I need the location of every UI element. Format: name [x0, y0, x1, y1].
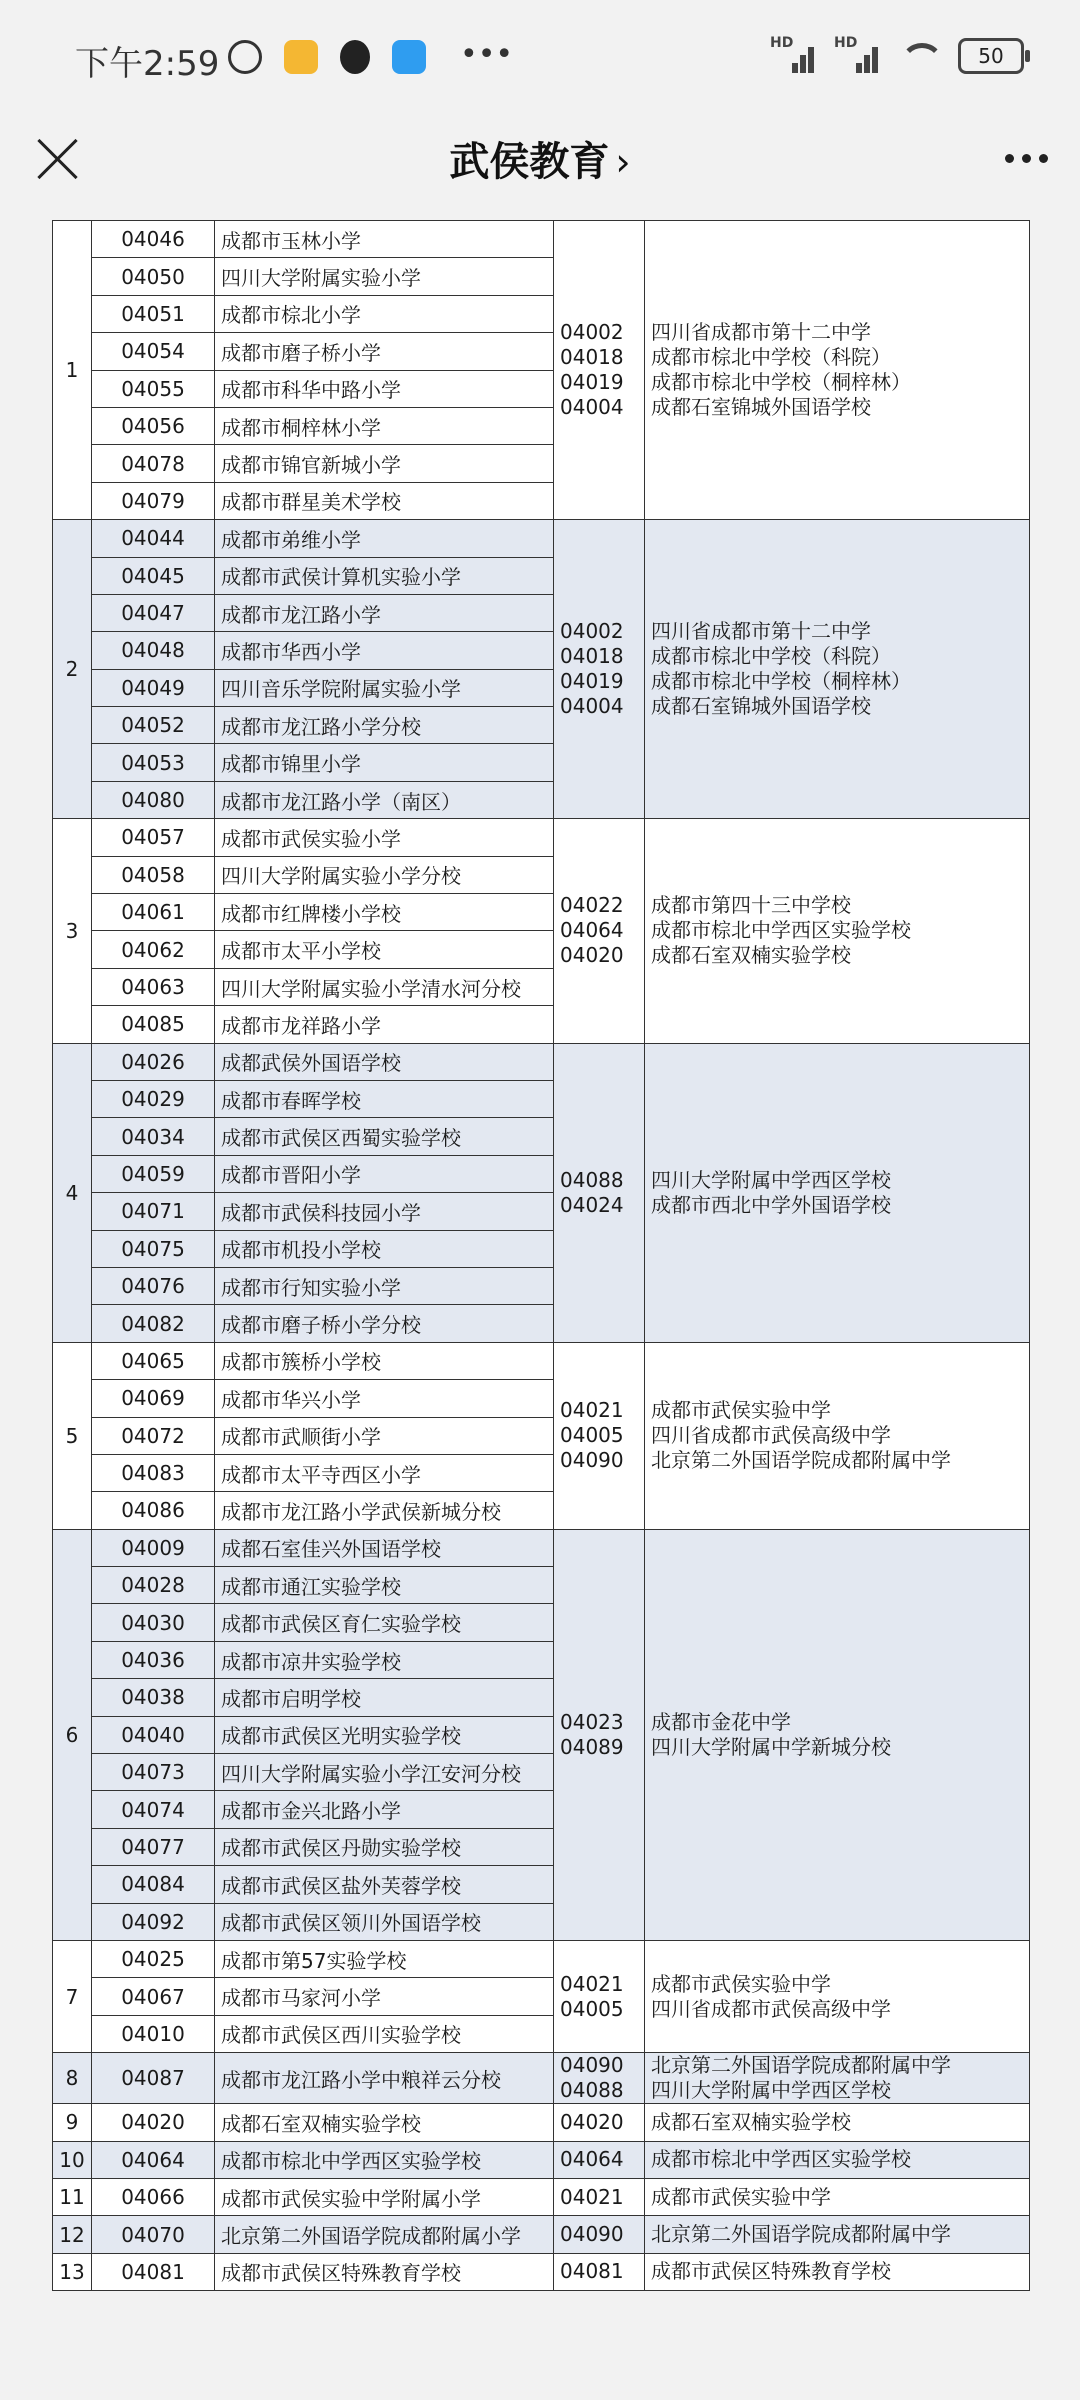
primary-school-code: 04054	[92, 333, 215, 370]
primary-school-code: 04067	[92, 1978, 215, 2015]
middle-school-code: 04064	[560, 918, 624, 943]
primary-school-name: 成都市太平小学校	[215, 931, 554, 968]
more-options-icon[interactable]	[1005, 154, 1048, 163]
primary-school-code: 04040	[92, 1716, 215, 1753]
middle-school-code: 04090	[560, 2053, 624, 2078]
status-time: 下午2:59	[75, 44, 220, 84]
primary-school-code: 04082	[92, 1305, 215, 1342]
note-app-icon	[284, 40, 318, 74]
primary-school-name: 成都市锦官新城小学	[215, 445, 554, 482]
primary-school-code: 04009	[92, 1529, 215, 1566]
primary-school-name: 成都市棕北小学	[215, 295, 554, 332]
group-number: 4	[53, 1043, 92, 1342]
middle-school-name: 四川省成都市第十二中学	[651, 320, 871, 345]
battery-icon: 50	[958, 38, 1024, 74]
primary-school-name: 成都市锦里小学	[215, 744, 554, 781]
assignment-table	[52, 220, 1030, 2291]
primary-school-code: 04029	[92, 1080, 215, 1117]
middle-school-name: 成都市棕北中学校（科院）	[651, 345, 891, 370]
middle-school-code: 04088	[560, 1167, 624, 1192]
primary-school-code: 04083	[92, 1454, 215, 1491]
table-row	[53, 819, 1030, 856]
primary-school-name: 成都市弟维小学	[215, 520, 554, 557]
primary-school-code: 04087	[92, 2053, 215, 2104]
middle-school-code: 04019	[560, 669, 624, 694]
primary-school-code: 04092	[92, 1903, 215, 1940]
primary-school-name: 成都市武侯区特殊教育学校	[215, 2253, 554, 2290]
status-bar	[0, 0, 1080, 118]
middle-school-code: 04020	[560, 2109, 624, 2134]
table-row	[53, 2178, 1030, 2215]
primary-school-code: 04055	[92, 370, 215, 407]
primary-school-name: 四川音乐学院附属实验小学	[215, 669, 554, 706]
primary-school-name: 成都市武侯区领川外国语学校	[215, 1903, 554, 1940]
primary-school-name: 成都市桐梓林小学	[215, 407, 554, 444]
primary-school-name: 成都市龙江路小学中粮祥云分校	[215, 2053, 554, 2104]
middle-school-name: 四川省成都市武侯高级中学	[651, 1996, 891, 2021]
primary-school-name: 成都市春晖学校	[215, 1080, 554, 1117]
primary-school-name: 成都市行知实验小学	[215, 1267, 554, 1304]
primary-school-name: 成都市金兴北路小学	[215, 1791, 554, 1828]
primary-school-code: 04051	[92, 295, 215, 332]
middle-school-code: 04005	[560, 1996, 624, 2021]
primary-school-name: 成都石室佳兴外国语学校	[215, 1529, 554, 1566]
middle-school-code: 04019	[560, 370, 624, 395]
middle-school-names	[645, 2053, 1030, 2104]
primary-school-name: 成都市武侯区丹勋实验学校	[215, 1828, 554, 1865]
middle-school-codes	[554, 2253, 645, 2290]
middle-school-name: 成都石室锦城外国语学校	[651, 395, 871, 420]
middle-school-names	[645, 2216, 1030, 2253]
group-number: 2	[53, 520, 92, 819]
middle-school-code: 04018	[560, 644, 624, 669]
primary-school-name: 成都市龙江路小学（南区）	[215, 781, 554, 818]
primary-school-name: 成都市武侯实验中学附属小学	[215, 2178, 554, 2215]
primary-school-name: 成都市玉林小学	[215, 221, 554, 258]
middle-school-name: 四川省成都市武侯高级中学	[651, 1423, 891, 1448]
primary-school-code: 04045	[92, 557, 215, 594]
primary-school-code: 04080	[92, 781, 215, 818]
middle-school-code: 04023	[560, 1709, 624, 1734]
qq-icon	[340, 40, 370, 74]
middle-school-code: 04020	[560, 943, 624, 968]
primary-school-code: 04030	[92, 1604, 215, 1641]
middle-school-name: 成都市棕北中学校（桐梓林）	[651, 370, 911, 395]
group-number: 10	[53, 2141, 92, 2178]
primary-school-code: 04025	[92, 1940, 215, 1977]
primary-school-name: 成都市武侯区盐外芙蓉学校	[215, 1866, 554, 1903]
middle-school-name: 成都市武侯区特殊教育学校	[651, 2259, 891, 2284]
primary-school-code: 04072	[92, 1417, 215, 1454]
primary-school-name: 成都市武侯区育仁实验学校	[215, 1604, 554, 1641]
middle-school-name: 北京第二外国语学院成都附属中学	[651, 1448, 951, 1473]
middle-school-codes	[554, 1940, 645, 2052]
primary-school-code: 04020	[92, 2104, 215, 2141]
middle-school-code: 04021	[560, 1398, 624, 1423]
primary-school-name: 成都市华兴小学	[215, 1380, 554, 1417]
table-row	[53, 2141, 1030, 2178]
primary-school-name: 成都市第57实验学校	[215, 1940, 554, 1977]
primary-school-code: 04038	[92, 1679, 215, 1716]
middle-school-name: 北京第二外国语学院成都附属中学	[651, 2222, 951, 2246]
middle-school-names	[645, 2104, 1030, 2141]
table-row	[53, 2104, 1030, 2141]
primary-school-code: 04079	[92, 482, 215, 519]
middle-school-code: 04064	[560, 2147, 624, 2172]
middle-school-names	[645, 1529, 1030, 1940]
primary-school-name: 四川大学附属实验小学江安河分校	[215, 1754, 554, 1791]
primary-school-name: 成都市龙祥路小学	[215, 1006, 554, 1043]
notification-icons	[228, 37, 514, 74]
middle-school-name: 四川大学附属中学西区学校	[651, 2078, 891, 2103]
primary-school-name: 四川大学附属实验小学分校	[215, 856, 554, 893]
primary-school-name: 四川大学附属实验小学	[215, 258, 554, 295]
primary-school-name: 成都市太平寺西区小学	[215, 1454, 554, 1491]
table-row	[53, 221, 1030, 258]
middle-school-name: 北京第二外国语学院成都附属中学	[651, 2053, 951, 2078]
primary-school-name: 成都石室双楠实验学校	[215, 2104, 554, 2141]
middle-school-names	[645, 2141, 1030, 2178]
middle-school-name: 成都市武侯实验中学	[651, 1971, 831, 1996]
primary-school-code: 04056	[92, 407, 215, 444]
group-number: 3	[53, 819, 92, 1043]
school-district-table	[52, 220, 1030, 2291]
primary-school-name: 北京第二外国语学院成都附属小学	[215, 2216, 554, 2253]
primary-school-name: 四川大学附属实验小学清水河分校	[215, 968, 554, 1005]
middle-school-names	[645, 1940, 1030, 2052]
primary-school-name: 成都市龙江路小学	[215, 594, 554, 631]
table-row	[53, 520, 1030, 557]
primary-school-code: 04071	[92, 1193, 215, 1230]
more-notifications-icon: •••	[460, 37, 514, 72]
primary-school-code: 04057	[92, 819, 215, 856]
primary-school-code: 04076	[92, 1267, 215, 1304]
primary-school-code: 04049	[92, 669, 215, 706]
middle-school-name: 成都市金花中学	[651, 1709, 791, 1734]
middle-school-names	[645, 2253, 1030, 2290]
table-row	[53, 2053, 1030, 2104]
primary-school-name: 成都市红牌楼小学校	[215, 894, 554, 931]
middle-school-codes	[554, 2216, 645, 2253]
middle-school-name: 成都石室锦城外国语学校	[651, 694, 871, 719]
middle-school-name: 成都石室双楠实验学校	[651, 943, 851, 968]
table-row	[53, 1940, 1030, 1977]
middle-school-names	[645, 1342, 1030, 1529]
primary-school-name: 成都市武侯区西蜀实验学校	[215, 1118, 554, 1155]
table-row	[53, 1529, 1030, 1566]
middle-school-codes	[554, 2141, 645, 2178]
signal-hd-icon-2: HD	[834, 39, 880, 73]
middle-school-name: 成都市棕北中学西区实验学校	[651, 2147, 911, 2172]
primary-school-name: 成都市科华中路小学	[215, 370, 554, 407]
middle-school-codes	[554, 2178, 645, 2215]
primary-school-code: 04062	[92, 931, 215, 968]
primary-school-name: 成都市簇桥小学校	[215, 1342, 554, 1379]
middle-school-name: 成都石室双楠实验学校	[651, 2109, 851, 2134]
middle-school-names	[645, 1043, 1030, 1342]
primary-school-name: 成都市马家河小学	[215, 1978, 554, 2015]
table-row	[53, 1342, 1030, 1379]
primary-school-name: 成都市群星美术学校	[215, 482, 554, 519]
primary-school-code: 04065	[92, 1342, 215, 1379]
group-number: 13	[53, 2253, 92, 2290]
primary-school-code: 04073	[92, 1754, 215, 1791]
middle-school-name: 四川大学附属中学西区学校	[651, 1167, 891, 1192]
middle-school-codes	[554, 1043, 645, 1342]
middle-school-name: 成都市武侯实验中学	[651, 1398, 831, 1423]
middle-school-code: 04090	[560, 2222, 624, 2246]
middle-school-code: 04004	[560, 395, 624, 420]
middle-school-names	[645, 819, 1030, 1043]
middle-school-code: 04005	[560, 1423, 624, 1448]
primary-school-code: 04047	[92, 594, 215, 631]
middle-school-name: 四川大学附属中学新城分校	[651, 1734, 891, 1759]
page-title-text: 武侯教育	[449, 139, 610, 185]
primary-school-code: 04058	[92, 856, 215, 893]
middle-school-code: 04090	[560, 1448, 624, 1473]
primary-school-name: 成都市武侯计算机实验小学	[215, 557, 554, 594]
primary-school-code: 04036	[92, 1641, 215, 1678]
middle-school-code: 04002	[560, 320, 624, 345]
group-number: 9	[53, 2104, 92, 2141]
primary-school-code: 04069	[92, 1380, 215, 1417]
primary-school-code: 04084	[92, 1866, 215, 1903]
middle-school-name: 成都市棕北中学校（科院）	[651, 644, 891, 669]
group-number: 11	[53, 2178, 92, 2215]
primary-school-name: 成都市磨子桥小学分校	[215, 1305, 554, 1342]
primary-school-name: 成都市武侯区西川实验学校	[215, 2015, 554, 2052]
system-indicators	[770, 35, 1024, 74]
table-row	[53, 2253, 1030, 2290]
primary-school-code: 04064	[92, 2141, 215, 2178]
primary-school-name: 成都市龙江路小学武侯新城分校	[215, 1492, 554, 1529]
primary-school-code: 04086	[92, 1492, 215, 1529]
primary-school-name: 成都市磨子桥小学	[215, 333, 554, 370]
middle-school-code: 04002	[560, 619, 624, 644]
nav-header	[0, 118, 1080, 220]
middle-school-code: 04081	[560, 2259, 624, 2284]
chevron-right-icon: ›	[615, 140, 631, 184]
primary-school-code: 04085	[92, 1006, 215, 1043]
primary-school-code: 04078	[92, 445, 215, 482]
primary-school-name: 成都市通江实验学校	[215, 1567, 554, 1604]
middle-school-name: 成都市第四十三中学校	[651, 893, 851, 918]
primary-school-code: 04026	[92, 1043, 215, 1080]
primary-school-code: 04034	[92, 1118, 215, 1155]
middle-school-code: 04018	[560, 345, 624, 370]
primary-school-code: 04077	[92, 1828, 215, 1865]
group-number: 7	[53, 1940, 92, 2052]
middle-school-code: 04088	[560, 2078, 624, 2103]
message-app-icon	[392, 40, 426, 74]
middle-school-codes	[554, 1342, 645, 1529]
middle-school-codes	[554, 1529, 645, 1940]
group-number: 12	[53, 2216, 92, 2253]
primary-school-code: 04053	[92, 744, 215, 781]
middle-school-name: 成都市武侯实验中学	[651, 2184, 831, 2209]
primary-school-name: 成都武侯外国语学校	[215, 1043, 554, 1080]
page-title[interactable]	[0, 130, 1080, 187]
primary-school-name: 成都市龙江路小学分校	[215, 707, 554, 744]
alarm-icon	[228, 40, 262, 74]
middle-school-codes	[554, 819, 645, 1043]
middle-school-code: 04089	[560, 1734, 624, 1759]
primary-school-code: 04059	[92, 1155, 215, 1192]
primary-school-name: 成都市武侯区光明实验学校	[215, 1716, 554, 1753]
primary-school-name: 成都市武顺街小学	[215, 1417, 554, 1454]
primary-school-code: 04052	[92, 707, 215, 744]
primary-school-code: 04048	[92, 632, 215, 669]
primary-school-name: 成都市启明学校	[215, 1679, 554, 1716]
primary-school-code: 04081	[92, 2253, 215, 2290]
primary-school-code: 04075	[92, 1230, 215, 1267]
group-number: 8	[53, 2053, 92, 2104]
middle-school-codes	[554, 520, 645, 819]
primary-school-name: 成都市凉井实验学校	[215, 1641, 554, 1678]
middle-school-codes	[554, 2104, 645, 2141]
primary-school-code: 04046	[92, 221, 215, 258]
table-row	[53, 2216, 1030, 2253]
primary-school-name: 成都市晋阳小学	[215, 1155, 554, 1192]
middle-school-names	[645, 221, 1030, 520]
primary-school-name: 成都市武侯实验小学	[215, 819, 554, 856]
primary-school-name: 成都市华西小学	[215, 632, 554, 669]
middle-school-name: 成都市棕北中学西区实验学校	[651, 918, 911, 943]
primary-school-code: 04074	[92, 1791, 215, 1828]
middle-school-names	[645, 520, 1030, 819]
primary-school-code: 04061	[92, 894, 215, 931]
primary-school-name: 成都市机投小学校	[215, 1230, 554, 1267]
middle-school-code: 04021	[560, 2184, 624, 2209]
primary-school-name: 成都市武侯科技园小学	[215, 1193, 554, 1230]
group-number: 6	[53, 1529, 92, 1940]
primary-school-code: 04063	[92, 968, 215, 1005]
middle-school-code: 04022	[560, 893, 624, 918]
primary-school-name: 成都市棕北中学西区实验学校	[215, 2141, 554, 2178]
middle-school-name: 四川省成都市第十二中学	[651, 619, 871, 644]
middle-school-codes	[554, 221, 645, 520]
middle-school-name: 成都市西北中学外国语学校	[651, 1192, 891, 1217]
primary-school-code: 04010	[92, 2015, 215, 2052]
primary-school-code: 04066	[92, 2178, 215, 2215]
primary-school-code: 04044	[92, 520, 215, 557]
middle-school-code: 04021	[560, 1971, 624, 1996]
middle-school-names	[645, 2178, 1030, 2215]
middle-school-code: 04024	[560, 1192, 624, 1217]
primary-school-code: 04070	[92, 2216, 215, 2253]
middle-school-name: 成都市棕北中学校（桐梓林）	[651, 669, 911, 694]
group-number: 1	[53, 221, 92, 520]
table-row	[53, 1043, 1030, 1080]
primary-school-code: 04050	[92, 258, 215, 295]
wifi-icon	[898, 39, 940, 73]
group-number: 5	[53, 1342, 92, 1529]
middle-school-code: 04004	[560, 694, 624, 719]
signal-hd-icon-1: HD	[770, 39, 816, 73]
middle-school-codes	[554, 2053, 645, 2104]
primary-school-code: 04028	[92, 1567, 215, 1604]
